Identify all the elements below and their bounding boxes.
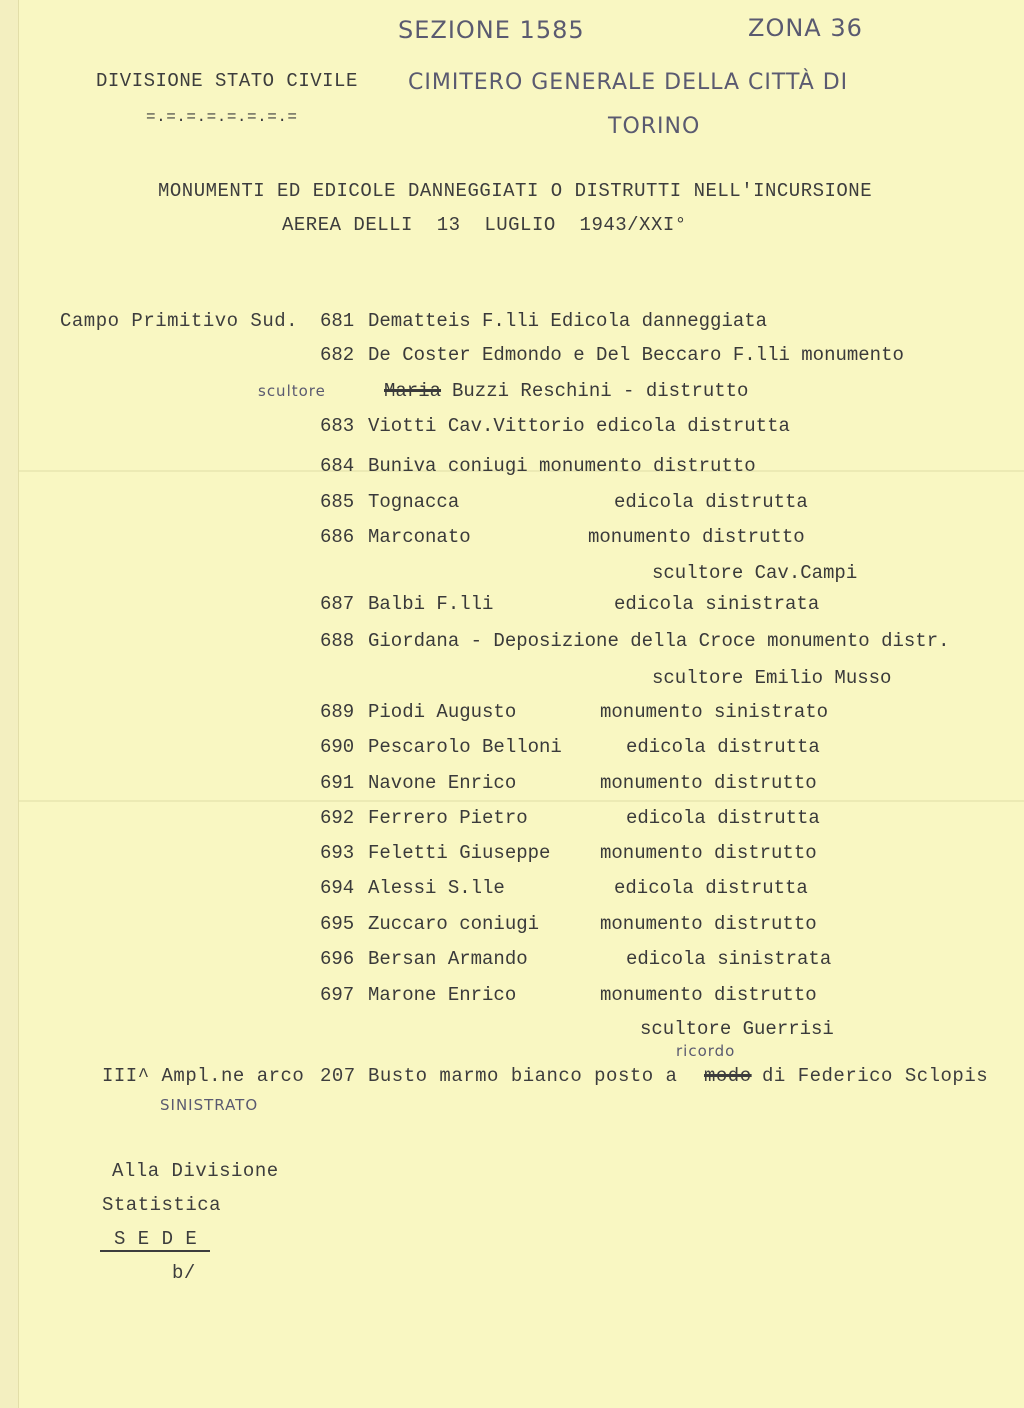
entry-name: Zuccaro coniugi: [368, 913, 540, 935]
footer-initials: b/: [172, 1262, 196, 1284]
handwritten-cimitero: CIMITERO GENERALE DELLA CITTÀ DI: [408, 70, 849, 95]
document-title-line1: MONUMENTI ED EDICOLE DANNEGGIATI O DISTRUTTI NELL'INCURSIONE: [158, 180, 873, 202]
entry-desc: monumento distrutto: [600, 842, 817, 864]
handwritten-torino: TORINO: [608, 114, 701, 139]
entry-desc: edicola distrutta: [614, 877, 808, 899]
entry-name: Marone Enrico: [368, 984, 517, 1006]
entry-desc: Buzzi Reschini - distrutto: [452, 380, 749, 402]
struck-word: Maria: [384, 380, 442, 402]
entry-desc: edicola sinistrata: [626, 948, 832, 970]
entry-number: 683: [320, 415, 355, 437]
entry-name: De Coster Edmondo e Del Beccaro F.lli monumento: [368, 344, 904, 366]
entry-name: Tognacca: [368, 491, 460, 513]
entry-desc: edicola sinistrata: [614, 593, 820, 615]
entry-desc: monumento distrutto: [588, 526, 805, 548]
entry-number: 682: [320, 344, 355, 366]
entry-number: 686: [320, 526, 355, 548]
entry-name: Dematteis F.lli Edicola danneggiata: [368, 310, 768, 332]
entry-number: 689: [320, 701, 355, 723]
entry-number: 697: [320, 984, 355, 1006]
footer-addressee: Alla Divisione: [112, 1160, 279, 1182]
entry-name: Bersan Armando: [368, 948, 528, 970]
handwritten-sezione: SEZIONE 1585: [398, 16, 585, 44]
ampliamento-text-before: Busto marmo bianco posto a: [368, 1065, 678, 1087]
entry-number: 690: [320, 736, 355, 758]
entry-desc: monumento distrutto: [600, 984, 817, 1006]
entry-sculptor: scultore Guerrisi: [640, 1018, 834, 1040]
entry-name: Buniva coniugi monumento distrutto: [368, 455, 756, 477]
entry-desc: edicola distrutta: [626, 736, 820, 758]
entry-number: 691: [320, 772, 355, 794]
handwritten-sinistrato: SINISTRATO: [160, 1096, 259, 1114]
paper-fold: [19, 800, 1024, 802]
entry-desc: monumento distrutto: [600, 913, 817, 935]
struck-word: modo: [704, 1065, 752, 1087]
footer-department: Statistica: [102, 1194, 222, 1216]
entry-name: Giordana - Deposizione della Croce monumento distr.: [368, 630, 950, 652]
entry-number: 688: [320, 630, 355, 652]
entry-desc: edicola distrutta: [626, 807, 820, 829]
entry-desc: monumento sinistrato: [600, 701, 829, 723]
header-divider: =.=.=.=.=.=.=.=: [146, 108, 298, 126]
ampliamento-label: III^ Ampl.ne arco: [102, 1065, 305, 1087]
division-label: DIVISIONE STATO CIVILE: [96, 70, 358, 92]
entry-name: Marconato: [368, 526, 471, 548]
handwritten-zona: ZONA 36: [748, 14, 863, 42]
entry-number: 695: [320, 913, 355, 935]
entry-number: 684: [320, 455, 355, 477]
entry-number: 692: [320, 807, 355, 829]
ampliamento-text-after: di Federico Sclopis: [762, 1065, 989, 1087]
entry-number: 685: [320, 491, 355, 513]
entry-sculptor: scultore Cav.Campi: [652, 562, 858, 584]
entry-name: Feletti Giuseppe: [368, 842, 551, 864]
entry-name: Viotti Cav.Vittorio edicola distrutta: [368, 415, 790, 437]
document-title-line2: AEREA DELLI 13 LUGLIO 1943/XXI°: [282, 214, 687, 236]
entry-name: Balbi F.lli: [368, 593, 494, 615]
entry-name: Pescarolo Belloni: [368, 736, 562, 758]
section-label: Campo Primitivo Sud.: [60, 310, 299, 332]
handwritten-scultore: scultore: [258, 382, 326, 400]
ampliamento-number: 207: [320, 1065, 356, 1087]
entry-name: Piodi Augusto: [368, 701, 517, 723]
entry-sculptor: scultore Emilio Musso: [652, 667, 892, 689]
footer-underline: [100, 1250, 210, 1252]
entry-number: 687: [320, 593, 355, 615]
entry-name: Ferrero Pietro: [368, 807, 528, 829]
entry-name: Navone Enrico: [368, 772, 517, 794]
entry-number: 681: [320, 310, 355, 332]
footer-sede: S E D E: [114, 1228, 198, 1250]
entry-name: Alessi S.lle: [368, 877, 505, 899]
entry-number: 696: [320, 948, 355, 970]
entry-number: 693: [320, 842, 355, 864]
handwritten-ricordo: ricordo: [676, 1042, 736, 1060]
entry-desc: edicola distrutta: [614, 491, 808, 513]
entry-number: 694: [320, 877, 355, 899]
entry-desc: monumento distrutto: [600, 772, 817, 794]
